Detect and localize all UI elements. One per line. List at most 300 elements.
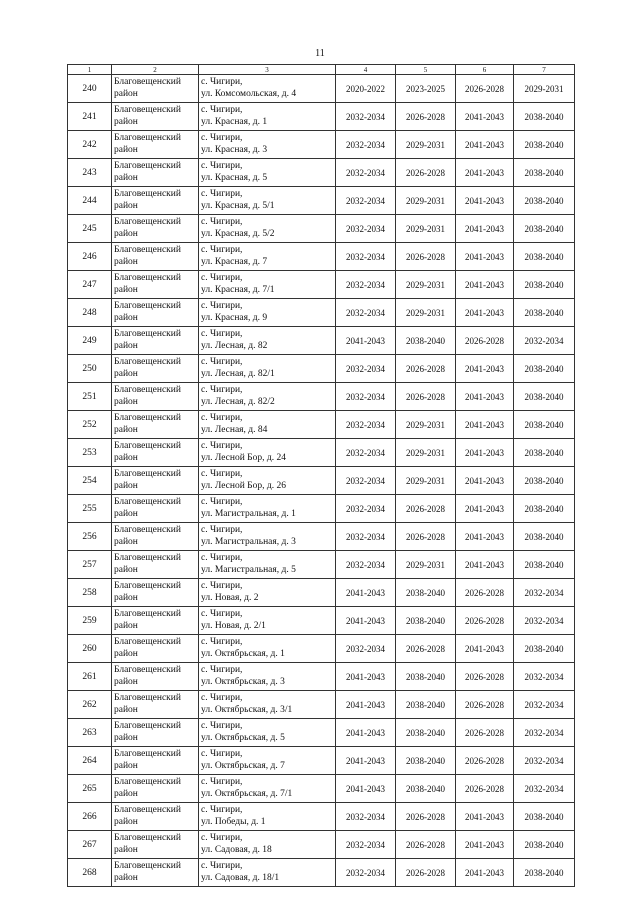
row-number-cell-text: 259 [82, 615, 97, 626]
page-number: 11 [315, 48, 325, 59]
period-cell-col7 [514, 635, 575, 663]
period-cell-col4-text: 2041-2043 [346, 783, 385, 794]
column-header: 2 [112, 65, 199, 75]
row-number-cell [68, 75, 112, 103]
period-cell-col6-text: 2041-2043 [465, 363, 504, 374]
period-cell-col4 [336, 439, 396, 467]
row-number-cell-text: 268 [82, 867, 97, 878]
district-cell-text: Благовещенский [114, 497, 181, 507]
period-cell-col6 [456, 383, 514, 411]
district-cell [112, 607, 199, 635]
period-cell-col7 [514, 775, 575, 803]
district-cell-text: район [114, 565, 138, 575]
period-cell-col5-text: 2029-2031 [406, 195, 445, 206]
period-cell-col6 [456, 103, 514, 131]
period-cell-col4 [336, 775, 396, 803]
period-cell-col6-text: 2041-2043 [465, 559, 504, 570]
period-cell-col7 [514, 271, 575, 299]
period-cell-col6-text: 2026-2028 [465, 755, 504, 766]
table-row [68, 215, 575, 243]
period-cell-col6 [456, 831, 514, 859]
period-cell-col5 [396, 439, 456, 467]
table-row [68, 803, 575, 831]
row-number-cell-text: 263 [82, 727, 97, 738]
district-cell-text: Благовещенский [114, 161, 181, 171]
period-cell-col6-text: 2041-2043 [465, 195, 504, 206]
row-number-cell [68, 775, 112, 803]
district-cell [112, 215, 199, 243]
period-cell-col6 [456, 75, 514, 103]
address-cell-text: с. Чигири, [201, 217, 243, 227]
district-cell-text: Благовещенский [114, 329, 181, 339]
period-cell-col7 [514, 327, 575, 355]
address-cell-text: с. Чигири, [201, 609, 243, 619]
district-cell-text: Благовещенский [114, 553, 181, 563]
period-cell-col7 [514, 299, 575, 327]
period-cell-col5 [396, 579, 456, 607]
period-cell-col7-text: 2038-2040 [524, 167, 564, 178]
period-cell-col6 [456, 271, 514, 299]
table-row [68, 859, 575, 887]
period-cell-col4 [336, 271, 396, 299]
period-cell-col6 [456, 467, 514, 495]
row-number-cell-text: 247 [82, 279, 97, 290]
period-cell-col5 [396, 747, 456, 775]
row-number-cell [68, 215, 112, 243]
address-cell-text: с. Чигири, [201, 413, 243, 423]
period-cell-col5-text: 2038-2040 [406, 587, 445, 598]
row-number-cell-text: 246 [82, 251, 97, 262]
period-cell-col4 [336, 411, 396, 439]
period-cell-col7-text: 2038-2040 [524, 251, 564, 262]
row-number-cell-text: 256 [82, 531, 97, 542]
period-cell-col4 [336, 719, 396, 747]
period-cell-col4-text: 2032-2034 [346, 111, 385, 122]
period-cell-col5 [396, 411, 456, 439]
period-cell-col5-text: 2038-2040 [406, 671, 445, 682]
period-cell-col4 [336, 131, 396, 159]
period-cell-col6-text: 2041-2043 [465, 167, 504, 178]
district-cell-text: район [114, 621, 138, 631]
table-row [68, 579, 575, 607]
period-cell-col5 [396, 831, 456, 859]
address-cell-text: ул. Октябрьская, д. 3/1 [201, 705, 293, 715]
district-cell-text: Благовещенский [114, 693, 181, 703]
row-number-cell [68, 747, 112, 775]
address-cell [199, 495, 336, 523]
period-cell-col7 [514, 691, 575, 719]
district-cell [112, 243, 199, 271]
table-row [68, 411, 575, 439]
period-cell-col5-text: 2038-2040 [406, 755, 445, 766]
table-row [68, 831, 575, 859]
district-cell-text: Благовещенский [114, 217, 181, 227]
address-cell-text: с. Чигири, [201, 581, 243, 591]
address-cell [199, 411, 336, 439]
period-cell-col5-text: 2029-2031 [406, 419, 445, 430]
period-cell-col7 [514, 103, 575, 131]
period-cell-col7-text: 2038-2040 [524, 139, 564, 150]
address-cell-text: с. Чигири, [201, 77, 243, 87]
period-cell-col4-text: 2032-2034 [346, 307, 385, 318]
period-cell-col4-text: 2032-2034 [346, 223, 385, 234]
period-cell-col4-text: 2032-2034 [346, 503, 385, 514]
period-cell-col4-text: 2041-2043 [346, 699, 385, 710]
row-number-cell-text: 264 [82, 755, 97, 766]
address-cell-text: ул. Красная, д. 5/1 [201, 201, 275, 211]
period-cell-col6 [456, 355, 514, 383]
district-cell-text: район [114, 593, 138, 603]
district-cell-text: район [114, 705, 138, 715]
district-cell [112, 551, 199, 579]
period-cell-col6-text: 2041-2043 [465, 839, 504, 850]
period-cell-col5-text: 2026-2028 [406, 839, 445, 850]
period-cell-col4-text: 2032-2034 [346, 531, 385, 542]
period-cell-col4 [336, 663, 396, 691]
period-cell-col7-text: 2038-2040 [524, 391, 564, 402]
row-number-cell-text: 266 [82, 811, 97, 822]
period-cell-col5 [396, 775, 456, 803]
column-header: 5 [396, 65, 456, 75]
period-cell-col7-text: 2032-2034 [524, 727, 564, 738]
district-cell-text: район [114, 397, 138, 407]
period-cell-col7 [514, 75, 575, 103]
period-cell-col7-text: 2038-2040 [524, 867, 564, 878]
address-cell-text: ул. Октябрьская, д. 3 [201, 677, 285, 687]
period-cell-col5 [396, 75, 456, 103]
address-cell [199, 719, 336, 747]
row-number-cell [68, 327, 112, 355]
period-cell-col7-text: 2038-2040 [524, 363, 564, 374]
period-cell-col5 [396, 131, 456, 159]
district-cell [112, 75, 199, 103]
address-cell [199, 859, 336, 887]
row-number-cell [68, 635, 112, 663]
row-number-cell [68, 719, 112, 747]
address-cell-text: ул. Красная, д. 9 [201, 313, 268, 323]
period-cell-col4 [336, 159, 396, 187]
address-cell-text: с. Чигири, [201, 553, 243, 563]
period-cell-col4-text: 2032-2034 [346, 363, 385, 374]
period-cell-col5-text: 2026-2028 [406, 503, 445, 514]
column-header: 7 [514, 65, 575, 75]
period-cell-col5-text: 2038-2040 [406, 783, 445, 794]
period-cell-col4 [336, 355, 396, 383]
period-cell-col5 [396, 271, 456, 299]
period-cell-col4 [336, 327, 396, 355]
period-cell-col4-text: 2041-2043 [346, 671, 385, 682]
period-cell-col6-text: 2041-2043 [465, 503, 504, 514]
address-cell [199, 775, 336, 803]
period-cell-col5-text: 2026-2028 [406, 867, 445, 878]
period-cell-col4 [336, 383, 396, 411]
district-cell [112, 271, 199, 299]
table-row [68, 439, 575, 467]
period-cell-col4-text: 2032-2034 [346, 279, 385, 290]
address-cell-text: с. Чигири, [201, 833, 243, 843]
district-cell-text: Благовещенский [114, 413, 181, 423]
period-cell-col4-text: 2032-2034 [346, 811, 385, 822]
period-cell-col6-text: 2026-2028 [465, 699, 504, 710]
table-row [68, 383, 575, 411]
period-cell-col5 [396, 103, 456, 131]
address-cell-text: с. Чигири, [201, 105, 243, 115]
district-cell-text: Благовещенский [114, 721, 181, 731]
row-number-cell [68, 467, 112, 495]
period-cell-col7-text: 2032-2034 [524, 587, 564, 598]
address-cell-text: ул. Новая, д. 2/1 [201, 621, 266, 631]
period-cell-col4-text: 2032-2034 [346, 419, 385, 430]
period-cell-col5 [396, 355, 456, 383]
address-cell [199, 691, 336, 719]
period-cell-col5-text: 2029-2031 [406, 279, 445, 290]
address-cell-text: с. Чигири, [201, 273, 243, 283]
address-cell [199, 663, 336, 691]
period-cell-col4-text: 2032-2034 [346, 839, 385, 850]
district-cell [112, 747, 199, 775]
period-cell-col4-text: 2041-2043 [346, 335, 385, 346]
address-cell-text: с. Чигири, [201, 133, 243, 143]
period-cell-col4-text: 2032-2034 [346, 643, 385, 654]
period-cell-col6-text: 2041-2043 [465, 307, 504, 318]
period-cell-col7-text: 2032-2034 [524, 699, 564, 710]
period-cell-col4 [336, 803, 396, 831]
address-cell [199, 635, 336, 663]
address-cell-text: ул. Красная, д. 3 [201, 145, 268, 155]
address-cell-text: ул. Октябрьская, д. 1 [201, 649, 285, 659]
district-cell [112, 719, 199, 747]
period-cell-col7 [514, 579, 575, 607]
district-cell [112, 635, 199, 663]
period-cell-col5 [396, 159, 456, 187]
period-cell-col5 [396, 691, 456, 719]
period-cell-col4-text: 2032-2034 [346, 447, 385, 458]
district-cell-text: Благовещенский [114, 805, 181, 815]
column-header: 3 [199, 65, 336, 75]
district-cell [112, 467, 199, 495]
district-cell-text: Благовещенский [114, 469, 181, 479]
address-cell-text: ул. Магистральная, д. 3 [201, 537, 296, 547]
table-row [68, 327, 575, 355]
period-cell-col6-text: 2041-2043 [465, 223, 504, 234]
district-cell-text: Благовещенский [114, 357, 181, 367]
district-cell-text: район [114, 873, 138, 883]
period-cell-col6 [456, 691, 514, 719]
period-cell-col7-text: 2038-2040 [524, 307, 564, 318]
period-cell-col7 [514, 355, 575, 383]
period-cell-col5 [396, 187, 456, 215]
period-cell-col6 [456, 747, 514, 775]
period-cell-col7 [514, 383, 575, 411]
row-number-cell [68, 495, 112, 523]
address-cell [199, 579, 336, 607]
column-header: 1 [68, 65, 112, 75]
column-number-row [68, 65, 575, 75]
period-cell-col6-text: 2041-2043 [465, 139, 504, 150]
address-cell [199, 355, 336, 383]
period-cell-col4 [336, 187, 396, 215]
row-number-cell [68, 607, 112, 635]
district-cell-text: Благовещенский [114, 385, 181, 395]
address-cell-text: ул. Красная, д. 1 [201, 117, 268, 127]
table-row [68, 131, 575, 159]
row-number-cell-text: 261 [82, 671, 97, 682]
period-cell-col4-text: 2032-2034 [346, 867, 385, 878]
period-cell-col5 [396, 327, 456, 355]
address-cell-text: ул. Садовая, д. 18 [201, 845, 272, 855]
period-cell-col5-text: 2026-2028 [406, 391, 445, 402]
period-cell-col4-text: 2032-2034 [346, 251, 385, 262]
address-cell-text: с. Чигири, [201, 161, 243, 171]
district-cell-text: Благовещенский [114, 189, 181, 199]
address-cell [199, 243, 336, 271]
table-row [68, 775, 575, 803]
period-cell-col5-text: 2026-2028 [406, 251, 445, 262]
row-number-cell [68, 187, 112, 215]
row-number-cell [68, 131, 112, 159]
period-cell-col7-text: 2032-2034 [524, 335, 564, 346]
address-cell [199, 271, 336, 299]
period-cell-col5 [396, 495, 456, 523]
address-cell [199, 215, 336, 243]
period-cell-col7 [514, 607, 575, 635]
address-cell-text: ул. Октябрьская, д. 5 [201, 733, 285, 743]
period-cell-col5 [396, 803, 456, 831]
address-cell-text: с. Чигири, [201, 189, 243, 199]
period-cell-col6 [456, 327, 514, 355]
address-cell-text: с. Чигири, [201, 665, 243, 675]
period-cell-col5-text: 2029-2031 [406, 447, 445, 458]
period-cell-col4 [336, 635, 396, 663]
period-cell-col4-text: 2041-2043 [346, 615, 385, 626]
period-cell-col4-text: 2032-2034 [346, 139, 385, 150]
period-cell-col6 [456, 187, 514, 215]
address-cell-text: с. Чигири, [201, 721, 243, 731]
district-cell [112, 411, 199, 439]
period-cell-col5 [396, 215, 456, 243]
district-cell-text: Благовещенский [114, 245, 181, 255]
district-cell [112, 523, 199, 551]
table-row [68, 271, 575, 299]
period-cell-col5 [396, 635, 456, 663]
period-cell-col7-text: 2032-2034 [524, 755, 564, 766]
district-cell-text: район [114, 649, 138, 659]
table-row [68, 523, 575, 551]
address-cell-text: с. Чигири, [201, 385, 243, 395]
period-cell-col4 [336, 523, 396, 551]
period-cell-col6 [456, 803, 514, 831]
period-cell-col4 [336, 859, 396, 887]
address-cell-text: ул. Садовая, д. 18/1 [201, 873, 280, 883]
table-row [68, 103, 575, 131]
address-cell-text: с. Чигири, [201, 749, 243, 759]
district-cell-text: район [114, 845, 138, 855]
row-number-cell [68, 411, 112, 439]
period-cell-col5-text: 2029-2031 [406, 475, 445, 486]
period-cell-col5 [396, 551, 456, 579]
address-cell-text: с. Чигири, [201, 637, 243, 647]
table-row [68, 691, 575, 719]
table-row [68, 635, 575, 663]
address-cell-text: ул. Новая, д. 2 [201, 593, 259, 603]
period-cell-col7 [514, 663, 575, 691]
period-cell-col4 [336, 243, 396, 271]
period-cell-col5 [396, 467, 456, 495]
row-number-cell-text: 255 [82, 503, 97, 514]
address-cell-text: с. Чигири, [201, 861, 243, 871]
period-cell-col7 [514, 831, 575, 859]
period-cell-col4-text: 2032-2034 [346, 391, 385, 402]
district-cell-text: район [114, 425, 138, 435]
period-cell-col5-text: 2029-2031 [406, 223, 445, 234]
row-number-cell [68, 523, 112, 551]
address-cell-text: с. Чигири, [201, 469, 243, 479]
address-cell [199, 551, 336, 579]
row-number-cell [68, 383, 112, 411]
address-cell [199, 747, 336, 775]
address-cell-text: с. Чигири, [201, 497, 243, 507]
district-cell [112, 299, 199, 327]
district-cell-text: Благовещенский [114, 861, 181, 871]
period-cell-col7-text: 2038-2040 [524, 503, 564, 514]
period-cell-col6-text: 2041-2043 [465, 475, 504, 486]
address-cell [199, 299, 336, 327]
period-cell-col5-text: 2029-2031 [406, 559, 445, 570]
period-cell-col5-text: 2026-2028 [406, 531, 445, 542]
period-cell-col6-text: 2026-2028 [465, 587, 504, 598]
row-number-cell-text: 242 [82, 139, 97, 150]
address-cell-text: ул. Лесной Бор, д. 26 [201, 481, 286, 491]
period-cell-col5-text: 2026-2028 [406, 111, 445, 122]
period-cell-col6 [456, 663, 514, 691]
table-row [68, 663, 575, 691]
period-cell-col6 [456, 243, 514, 271]
row-number-cell-text: 251 [82, 391, 97, 402]
period-cell-col5-text: 2038-2040 [406, 335, 445, 346]
row-number-cell [68, 103, 112, 131]
address-cell-text: ул. Победы, д. 1 [201, 817, 266, 827]
address-cell [199, 383, 336, 411]
period-cell-col6 [456, 439, 514, 467]
row-number-cell-text: 253 [82, 447, 97, 458]
district-cell [112, 775, 199, 803]
address-cell [199, 467, 336, 495]
period-cell-col7-text: 2038-2040 [524, 811, 564, 822]
period-cell-col4 [336, 831, 396, 859]
row-number-cell [68, 355, 112, 383]
address-cell [199, 439, 336, 467]
table-row [68, 467, 575, 495]
district-cell [112, 103, 199, 131]
period-cell-col5 [396, 523, 456, 551]
district-cell [112, 803, 199, 831]
period-cell-col7-text: 2038-2040 [524, 195, 564, 206]
district-cell [112, 579, 199, 607]
period-cell-col4 [336, 551, 396, 579]
period-cell-col5 [396, 299, 456, 327]
period-cell-col6 [456, 859, 514, 887]
district-cell [112, 383, 199, 411]
address-cell-text: с. Чигири, [201, 525, 243, 535]
district-cell-text: Благовещенский [114, 637, 181, 647]
period-cell-col4-text: 2020-2022 [346, 83, 385, 94]
district-cell [112, 495, 199, 523]
district-cell [112, 327, 199, 355]
district-cell [112, 859, 199, 887]
district-cell-text: Благовещенский [114, 441, 181, 451]
period-cell-col6 [456, 719, 514, 747]
table-row [68, 187, 575, 215]
